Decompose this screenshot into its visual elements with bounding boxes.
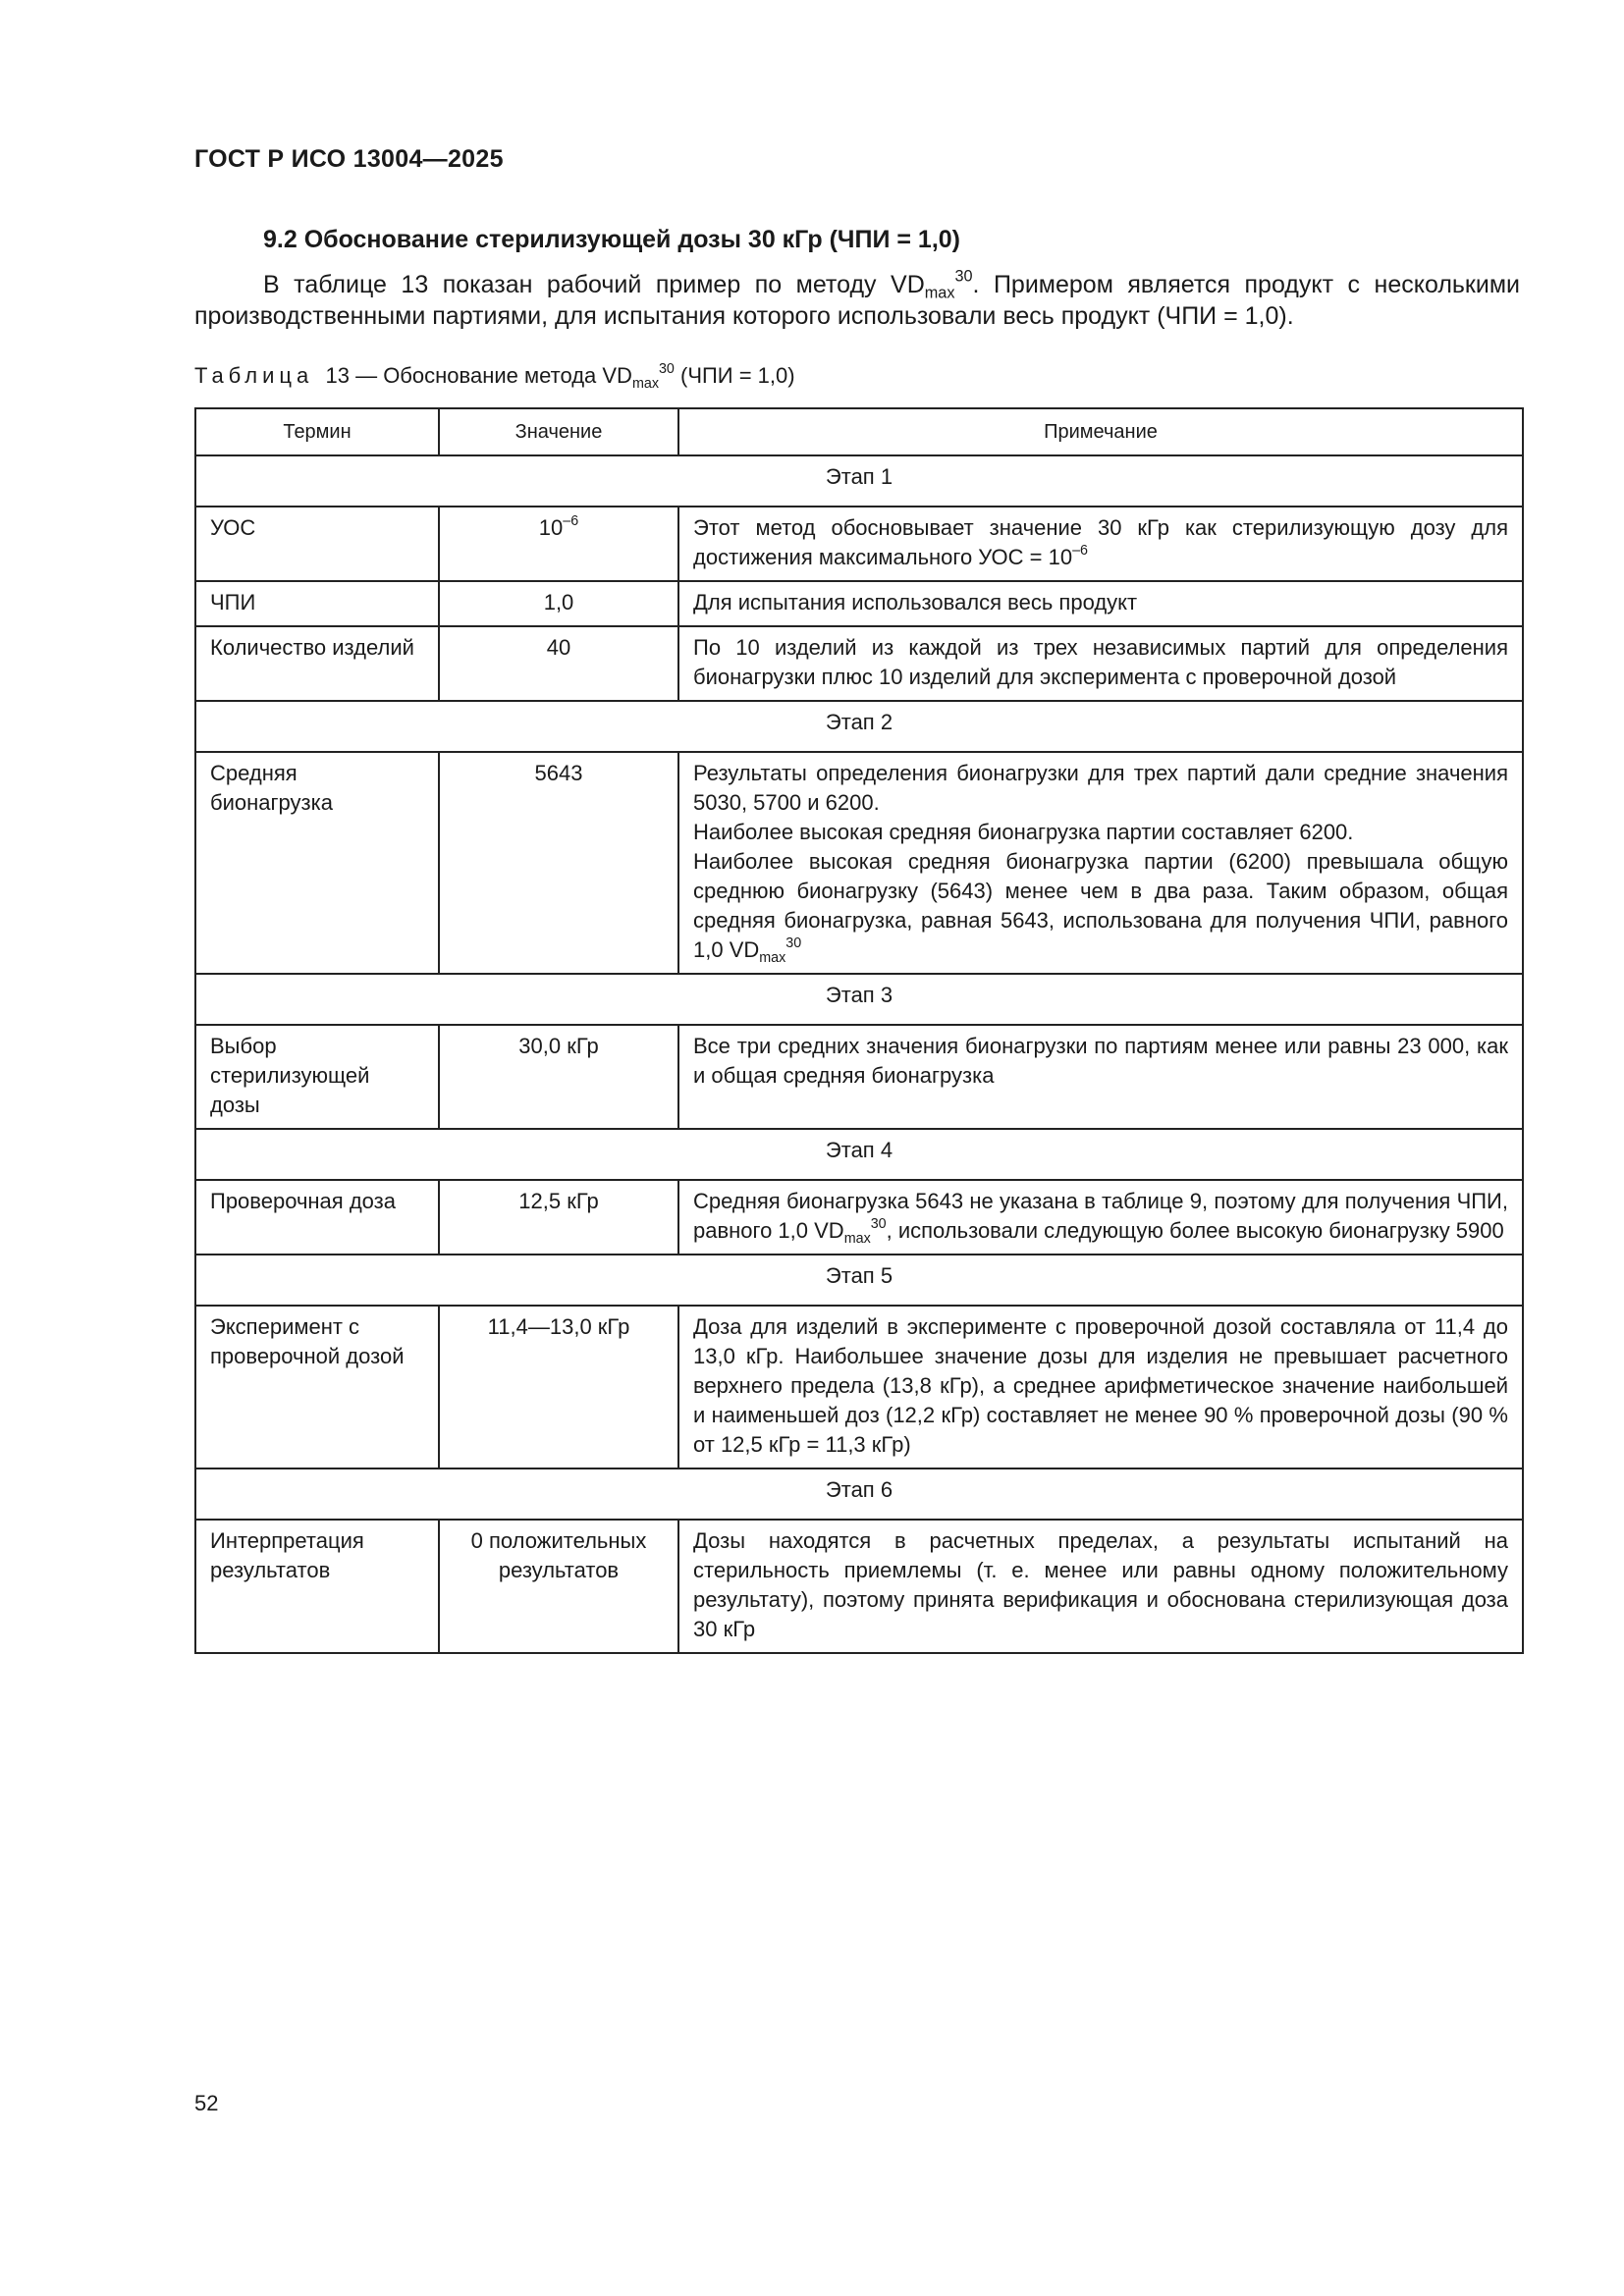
- stage-6: Этап 6: [195, 1468, 1523, 1520]
- table-caption: [194, 361, 795, 392]
- section-title: 9.2 Обоснование стерилизующей дозы 30 кГр (ЧПИ = 1,0): [263, 226, 961, 253]
- note-verify-sup: 30: [870, 1216, 887, 1232]
- note-bioburden-3: Наиболее высокая средняя бионагрузка партии (6200) превышала общую среднюю бионагрузку (5643) менее чем в два раза. Таким образом, общая средняя бионагрузка, равная 5643, использована для получения ЧПИ, равного 1,0 VD: [693, 849, 1508, 962]
- note-verify-b: , использовали следующую более высокую бионагрузку 5900: [886, 1218, 1504, 1243]
- value-dose-choice: 30,0 кГр: [439, 1025, 678, 1129]
- value-interpretation: 0 положительных результатов: [439, 1520, 678, 1653]
- header-value: Значение: [439, 408, 678, 455]
- stage-row: [195, 701, 1523, 752]
- stage-row: [195, 455, 1523, 507]
- caption-text-b: (ЧПИ = 1,0): [680, 363, 795, 388]
- intro-sub: max: [924, 284, 955, 302]
- term-count: Количество изделий: [195, 626, 439, 701]
- stage-row: [195, 974, 1523, 1025]
- table-row: [195, 1520, 1523, 1653]
- table-row: [195, 752, 1523, 974]
- header-term: Термин: [195, 408, 439, 455]
- caption-label: Таблица: [194, 363, 314, 388]
- note-uos: [678, 507, 1523, 581]
- stage-2: Этап 2: [195, 701, 1523, 752]
- note-verify-a: Средняя бионагрузка 5643 не указана в таблице 9, поэтому для получения ЧПИ, равного 1,0 VD: [693, 1189, 1508, 1243]
- value-experiment: 11,4—13,0 кГр: [439, 1306, 678, 1468]
- term-interpretation: Интерпретация результатов: [195, 1520, 439, 1653]
- term-experiment: Эксперимент с проверочной дозой: [195, 1306, 439, 1468]
- value-bioburden: 5643: [439, 752, 678, 974]
- term-uos: УОС: [195, 507, 439, 581]
- note-bioburden-1: Результаты определения бионагрузки для трех партий дали средние значения 5030, 5700 и 6200.: [693, 761, 1508, 815]
- value-uos-base: 10: [538, 515, 564, 540]
- term-chpi: ЧПИ: [195, 581, 439, 626]
- note-chpi: Для испытания использовался весь продукт: [678, 581, 1523, 626]
- caption-sup: 30: [658, 361, 675, 377]
- value-verify-dose: 12,5 кГр: [439, 1180, 678, 1255]
- term-dose-choice: Выбор стерилизующей дозы: [195, 1025, 439, 1129]
- header-note: Примечание: [678, 408, 1523, 455]
- table-header-row: [195, 408, 1523, 455]
- note-count: По 10 изделий из каждой из трех независимых партий для определения бионагрузки плюс 10 изделий для эксперимента с проверочной дозой: [678, 626, 1523, 701]
- note-bioburden-2: Наиболее высокая средняя бионагрузка партии составляет 6200.: [693, 820, 1354, 844]
- stage-row: [195, 1468, 1523, 1520]
- note-verify-sub: max: [843, 1231, 871, 1247]
- term-bioburden: Средняя бионагрузка: [195, 752, 439, 974]
- term-verify-dose: Проверочная доза: [195, 1180, 439, 1255]
- value-chpi: 1,0: [439, 581, 678, 626]
- stage-row: [195, 1255, 1523, 1306]
- stage-row: [195, 1129, 1523, 1180]
- caption-sub: max: [631, 376, 659, 392]
- note-bioburden: [678, 752, 1523, 974]
- table-row: [195, 626, 1523, 701]
- note-experiment: Доза для изделий в эксперименте с проверочной дозой составляла от 11,4 до 13,0 кГр. Наибольшее значение дозы для изделия не превышает расчетного верхнего предела (13,8 кГр), а среднее арифметическое значение наибольшей и наименьшей доз (12,2 кГр) составляет не менее 90 % проверочной дозы (90 % от 12,5 кГр = 11,3 кГр): [678, 1306, 1523, 1468]
- note-dose-choice: Все три средних значения бионагрузки по партиям менее или равны 23 000, как и общая средняя бионагрузка: [678, 1025, 1523, 1129]
- intro-paragraph: [194, 269, 1520, 332]
- intro-text-a: В таблице 13 показан рабочий пример по методу VD: [263, 271, 925, 298]
- stage-1: Этап 1: [195, 455, 1523, 507]
- table-row: [195, 507, 1523, 581]
- note-verify-dose: [678, 1180, 1523, 1255]
- stage-5: Этап 5: [195, 1255, 1523, 1306]
- intro-sup: 30: [954, 267, 973, 286]
- intro-text-b: . Примером является продукт с несколькими производственными партиями, для испытания которого использовали весь продукт (ЧПИ = 1,0).: [194, 271, 1520, 330]
- stage-3: Этап 3: [195, 974, 1523, 1025]
- note-interpretation: Дозы находятся в расчетных пределах, а результаты испытаний на стерильность приемлемы (т. е. менее или равны одному положительному результату), поэтому принята верификация и обоснована стерилизующая доза 30 кГр: [678, 1520, 1523, 1653]
- page-number: 52: [194, 2091, 219, 2115]
- note-bioburden-sup: 30: [785, 935, 802, 951]
- value-count: 40: [439, 626, 678, 701]
- document-header: ГОСТ Р ИСО 13004—2025: [194, 145, 504, 173]
- note-bioburden-3-wrap: [693, 847, 1508, 965]
- justification-table: [194, 407, 1524, 1654]
- table-row: [195, 1025, 1523, 1129]
- stage-4: Этап 4: [195, 1129, 1523, 1180]
- note-uos-exp: –6: [1072, 543, 1089, 559]
- caption-text-a: 13 — Обоснование метода VD: [325, 363, 632, 388]
- note-bioburden-sub: max: [759, 950, 786, 966]
- table-row: [195, 1306, 1523, 1468]
- value-uos-exp: –6: [563, 513, 579, 529]
- table-row: [195, 581, 1523, 626]
- note-uos-text: Этот метод обосновывает значение 30 кГр как стерилизующую дозу для достижения максимального УОС = 10: [693, 515, 1508, 569]
- value-uos: [439, 507, 678, 581]
- table-row: [195, 1180, 1523, 1255]
